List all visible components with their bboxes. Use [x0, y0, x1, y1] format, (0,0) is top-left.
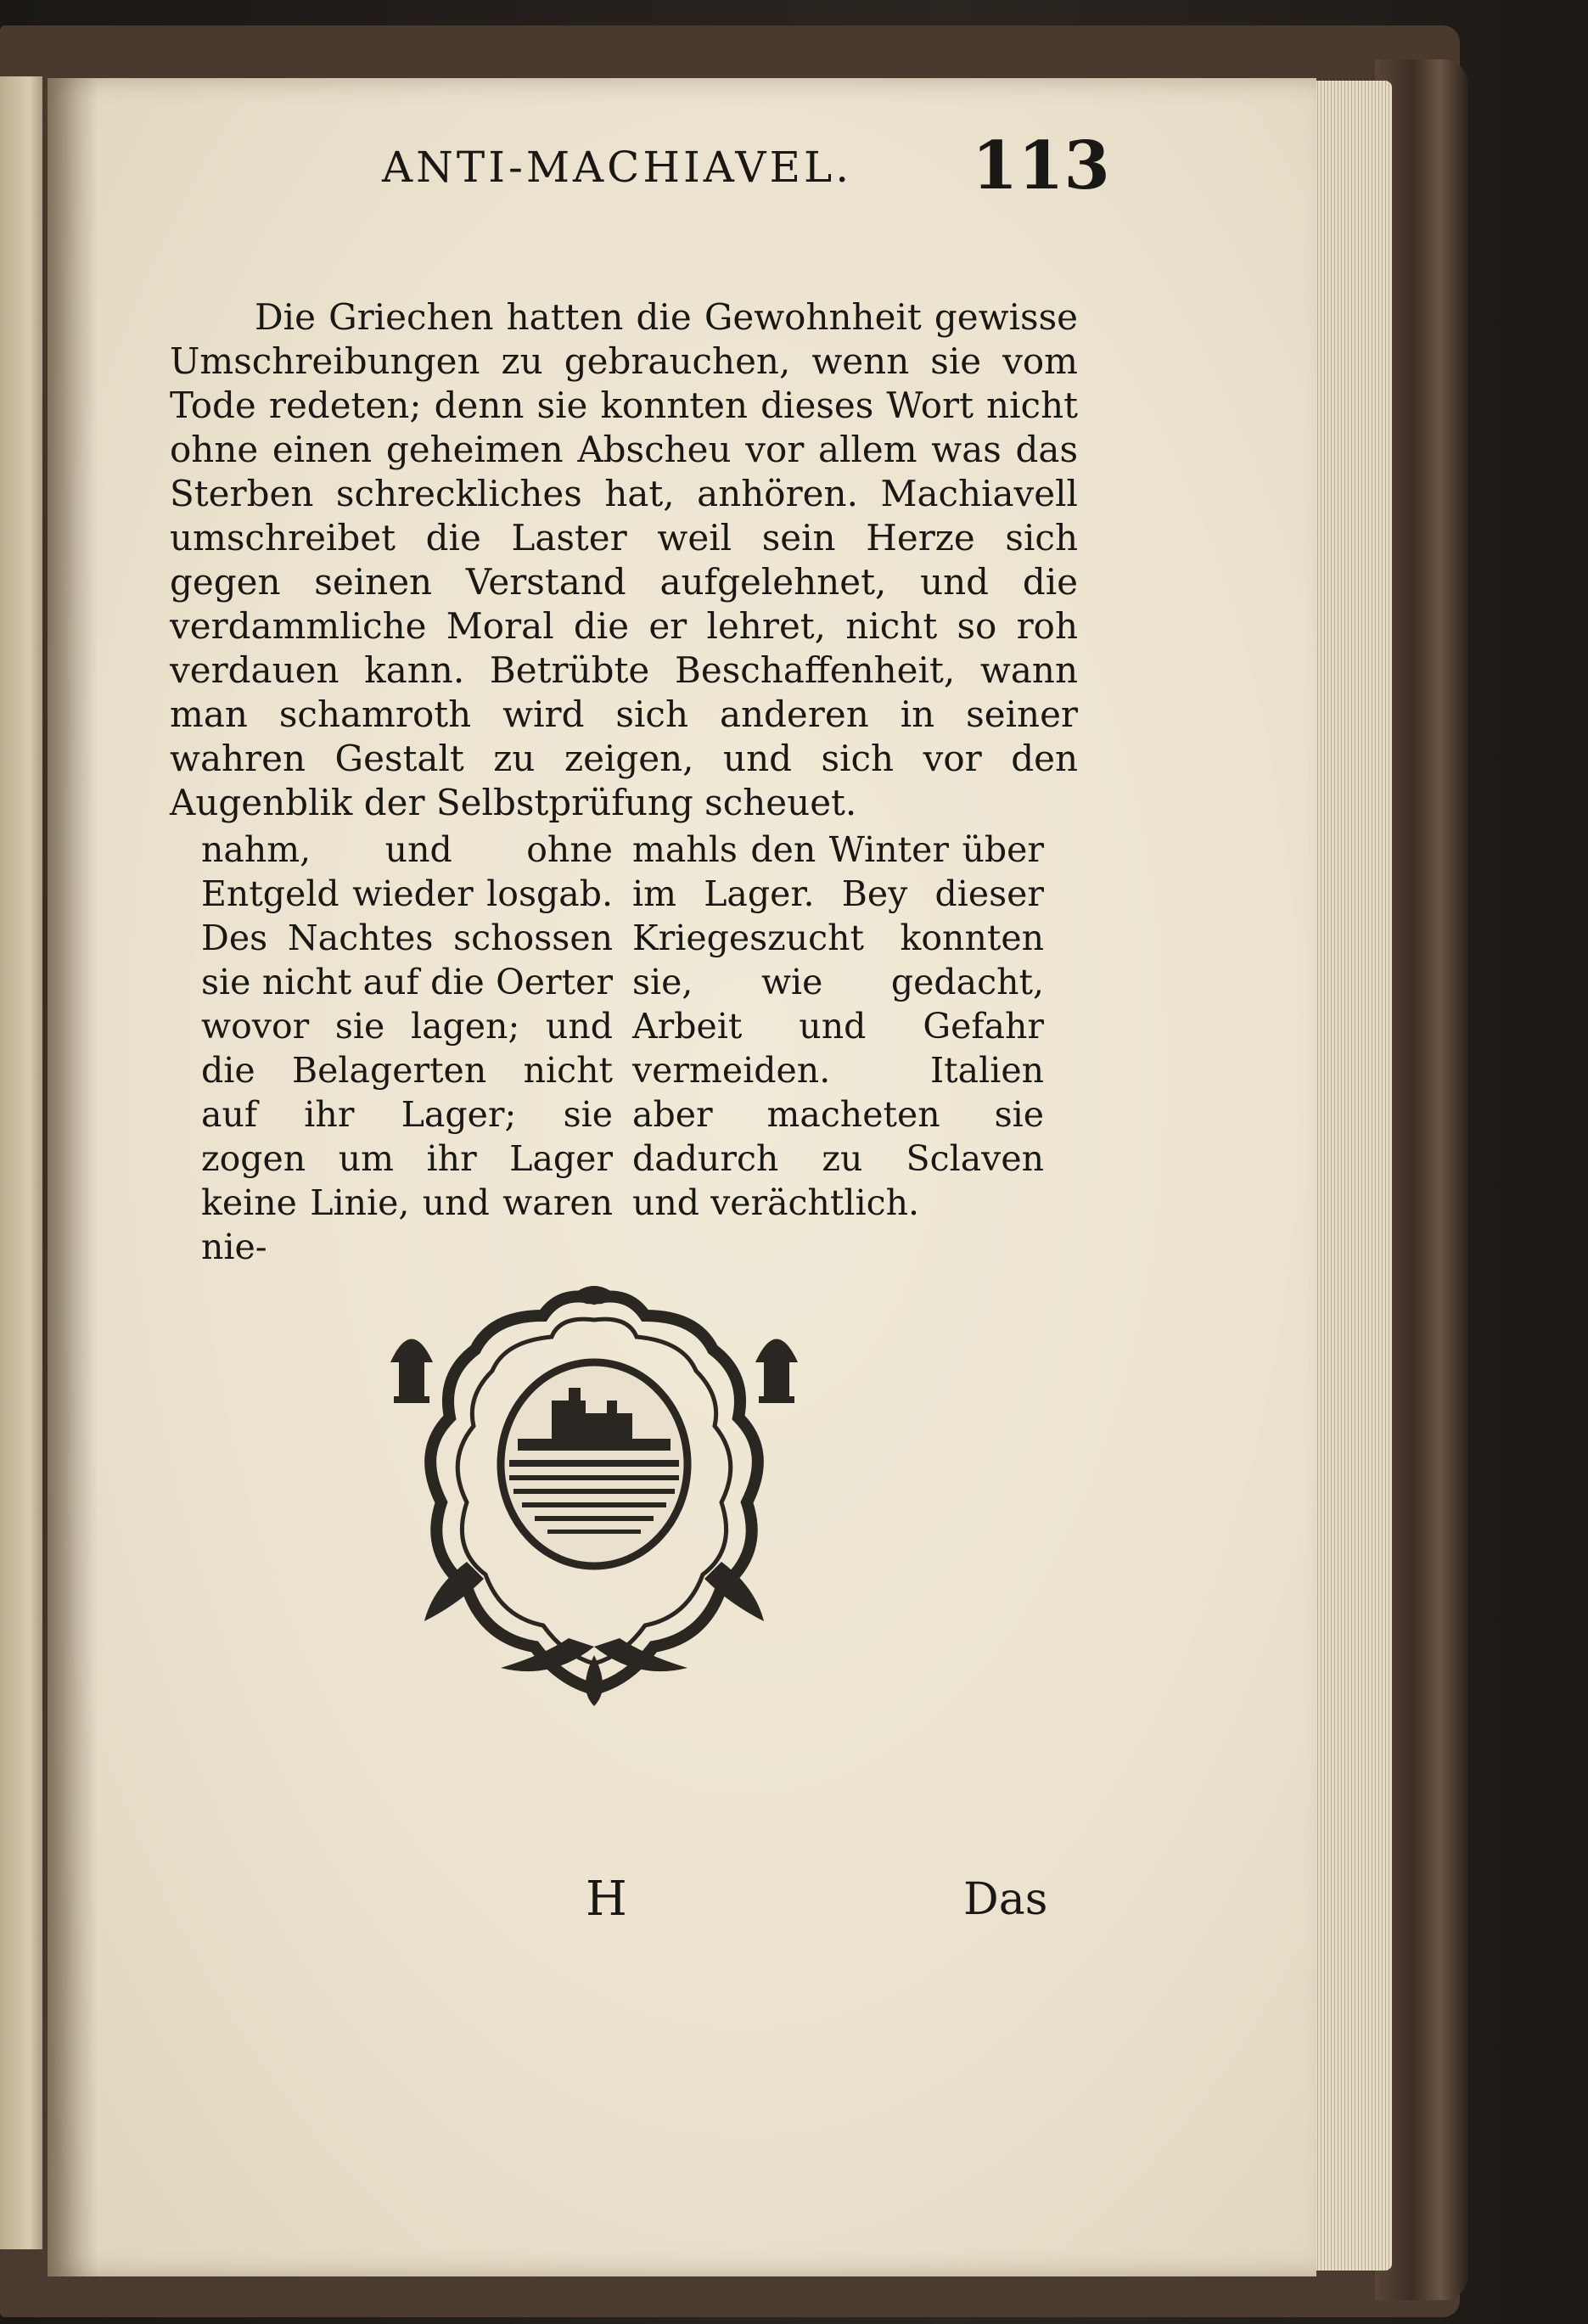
page-stack-edge — [1311, 81, 1392, 2271]
paragraph-text: Die Griechen hatten die Gewohnheit gewisse Umschreibungen zu gebrauchen, wenn sie vom Tode redeten; denn sie konnten dieses Wort nicht ohne einen geheimen Abscheu vor allem was das Sterben schreckliches hat, anhören. Machiavell umschreibet die Laster weil sein Herze sich gegen seinen Verstand aufgelehnet, und die verdammliche Moral die er lehret, nicht so roh verdauen kann. Betrübte Beschaffenheit, wann man schamroth wird sich anderen in seiner wahren Gestalt zu zeigen, und sich vor den Augenblik der Selbstprüfung scheuet. — [170, 296, 1078, 823]
column-left: nahm, und ohne Entgeld wieder losgab. Des Nachtes schossen sie nicht auf die Oerter wovor sie lagen; und die Belagerten nicht auf ihr Lager; sie zogen um ihr Lager keine Linie, und waren nie- — [201, 829, 613, 1267]
right-urn-icon — [755, 1339, 798, 1404]
running-head: ANTI-MACHIAVEL. — [382, 143, 853, 192]
column-right: mahls den Winter über im Lager. Bey dieser Kriegeszucht konnten sie, wie gedacht, Arbeit und Gefahr vermeiden. Italien aber macheten sie dadurch zu Sclaven und verächtlich. — [632, 829, 1044, 1223]
foliage-icon — [424, 1562, 764, 1706]
gutter-shadow — [48, 78, 98, 2276]
woodcut-vignette — [373, 1282, 815, 1706]
catchword: Das — [963, 1874, 1048, 1925]
main-paragraph — [170, 295, 1078, 825]
signature-mark: H — [586, 1872, 627, 1927]
facing-page-edge — [0, 76, 42, 2249]
page-number: 113 — [972, 127, 1110, 205]
left-urn-icon — [390, 1339, 433, 1404]
